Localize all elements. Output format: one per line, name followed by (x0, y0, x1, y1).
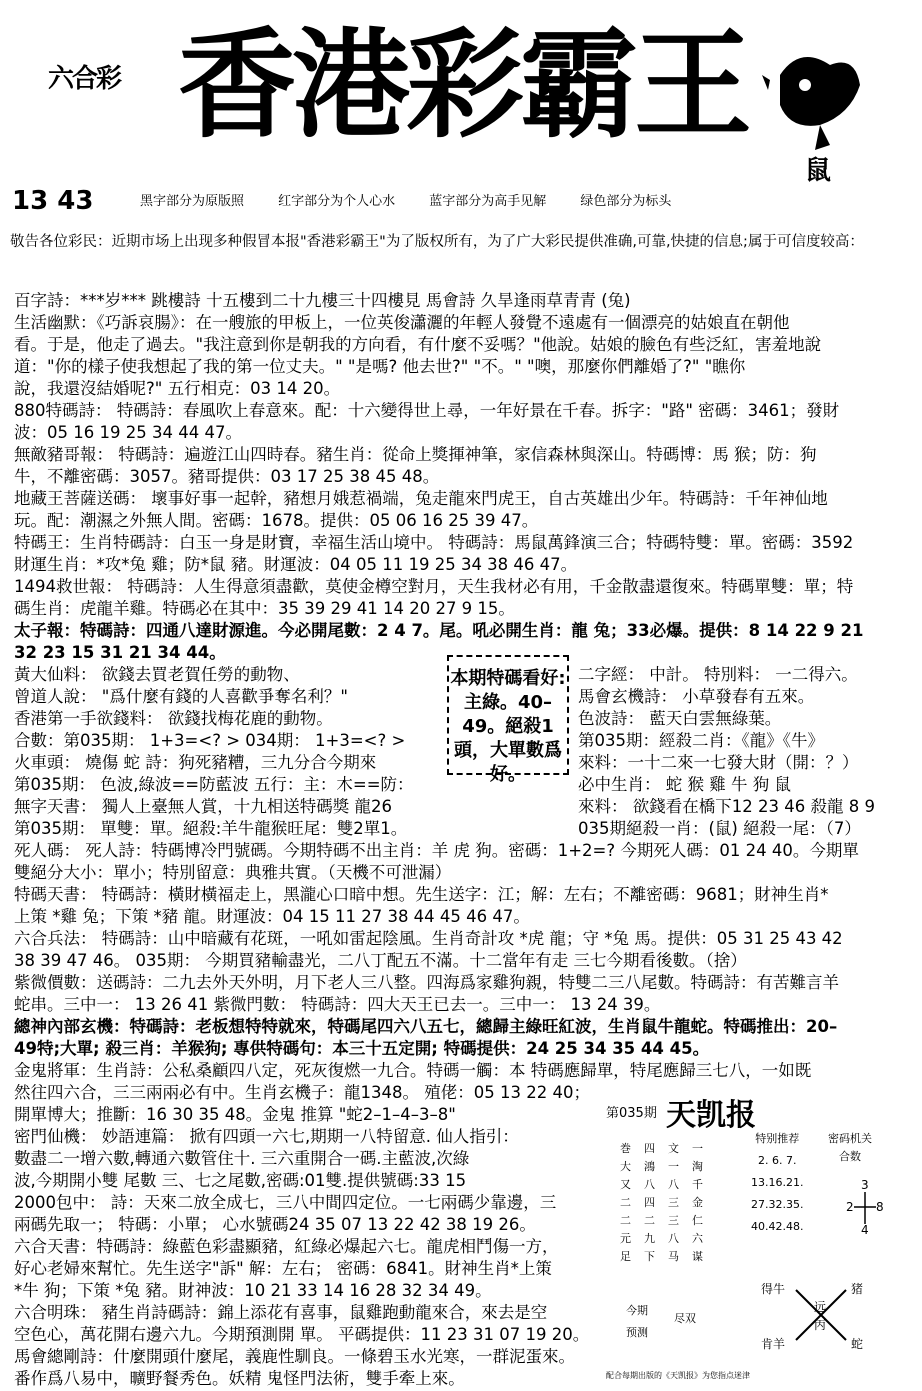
text-line: 波,今期開小雙 尾數 三、七之尾數,密碼:01雙.提供號碼:33 15 (14, 1171, 467, 1190)
featured-box: 本期特碼看好:主綠。40–49。絕殺1頭，大單數爲好。 (447, 655, 569, 775)
text-line: 數盡二一增六數,轉通六數管住十. 三六重開合一碼.主藍波,次綠 (14, 1149, 470, 1168)
issue-number: 13 43 (12, 186, 94, 216)
tkb-char: 二 (620, 1214, 631, 1227)
text-line: 死人碼： 死人詩：特碼博冷門號碼。今期特碼不出主肖：羊 虎 狗。密碼：1+2=? 今期死人碼：01 24 40。今期單 (14, 841, 859, 860)
text-block-1 (14, 290, 863, 664)
tkb-char: 元 (620, 1232, 631, 1245)
tkb-char: 又 (620, 1178, 631, 1191)
mascot-label: 鼠 (805, 156, 832, 186)
tkb-cross-label: 肯羊 (761, 1337, 786, 1351)
text-line: 紫微價數：送碼詩：二九去外天外明，月下老人三八整。四海爲家雞狗親，特雙二三八尾數。特碼詩：有苦難言羊 (14, 973, 839, 992)
tkb-issue: 第035期 (606, 1106, 657, 1121)
tkb-code-header: 密码机关 (828, 1132, 872, 1145)
text-line: 合數：第035期： 1+3=<? > 034期： 1+3=<? > (14, 731, 406, 750)
text-line: 上策 *雞 兔；下策 *豬 龍。財運波：04 15 11 27 38 44 45 46 47。 (14, 907, 530, 926)
tkb-code-number: 8 (876, 1200, 884, 1214)
text-line: 好心老婦來幫忙。先生送字"訴" 解：左右； 密碼：6841。財神生肖*上策 (14, 1259, 552, 1278)
text-line: 開單博大；推斷：16 30 35 48。金鬼 推算 "蛇2–1–4–3–8" (14, 1105, 456, 1124)
tkb-code-number: 4 (861, 1223, 869, 1237)
tkb-char: 六 (692, 1232, 703, 1245)
text-line: 財運生肖：*攻*兔 雞；防*鼠 豬。財運波：04 05 11 19 25 34 38 46 47。 (14, 555, 578, 574)
page-title: 香港彩霸王 (178, 15, 749, 154)
tkb-char: 下 (644, 1250, 655, 1263)
text-line: 碼生肖：虎龍羊雞。特碼必在其中：35 39 29 41 14 20 27 9 15。 (14, 599, 515, 618)
tkb-char: 金 (692, 1196, 703, 1209)
text-line: 32 23 15 31 21 34 44。 (14, 643, 226, 662)
tkb-predict-value: 尽双 (674, 1312, 696, 1325)
text-line: 38 39 47 46。 035期： 今期買豬輸盡光，二八丁配五不滿。十二當年有走 三七今期看後數。（捨） (14, 951, 747, 970)
text-line: 看。于是，他走了過去。"我注意到你是朝我的方向看，有什麼不妥嗎？"他說。姑娘的臉色有些泛紅，害羞地說 (14, 335, 822, 354)
tkb-char: 鴻 (644, 1160, 655, 1173)
text-line: 特碼王：生肖特碼詩：白玉一身是財寶，幸福生活山境中。 特碼詩：馬鼠萬鋒演三合；特碼特雙：單。密碼：3592 (14, 533, 854, 552)
tkb-cross-label: 得牛 (761, 1282, 786, 1296)
plus-cross-icon (846, 1178, 886, 1238)
tkb-special-value: 13.16.21. (751, 1176, 804, 1189)
text-line: 兩碼先取一； 特碼：小單； 心水號碼24 35 07 13 22 42 38 19 26。 (14, 1215, 536, 1234)
tkb-code-cross (846, 1178, 886, 1248)
text-line: 880特碼詩： 特碼詩：春風吹上春意來。配：十六變得世上尋，一年好景在千春。拆字："路" 密碼：3461；發財 (14, 401, 840, 420)
text-line: 1494救世報： 特碼詩：人生得意須盡歡，莫使金樽空對月，天生我材必有用，千金散盡還復來。特碼單雙：單；特 (14, 577, 854, 596)
text-line: 道："你的樣子使我想起了我的第一位丈夫。" "是嗎? 他去世?" "不。" "噢，那麼你們離婚了?" "瞧你 (14, 357, 746, 376)
tkb-footer: 配合每期出版的《天凯报》为您指点迷津 (606, 1371, 750, 1380)
text-line: 來料： 欲錢看在橋下12 23 46 殺龍 8 9 (578, 797, 875, 816)
text-line: 二字經： 中計。 特別料： 一二得六。 (578, 665, 858, 684)
text-line: 空色心，萬花開右邊六九。今期預測開 單。 平碼提供：11 23 31 07 19 20。 (14, 1325, 590, 1344)
left-column (14, 664, 414, 840)
text-line: 金鬼將軍：生肖詩：公私桑顧四八定，死灰復燃一九合。特碼一觸：本 特碼應歸單，特尾應歸三七八，一如既 (14, 1061, 812, 1080)
tkb-char: 二 (620, 1196, 631, 1209)
tkb-special-value: 27.32.35. (751, 1198, 804, 1211)
tkb-char: 四 (644, 1196, 655, 1209)
text-block-2 (14, 840, 859, 1060)
text-line: 百字詩：***岁*** 跳樓詩 十五樓到二十九樓三十四樓見 馬會詩 久旱逢雨草青青 (兔) (14, 291, 631, 310)
tkb-title: 天凯报 (666, 1098, 756, 1133)
text-line: 黃大仙料： 欲錢去買老賀任勞的動物、 (14, 665, 300, 684)
tkb-predict (626, 1302, 648, 1342)
tkb-char: 一 (668, 1160, 679, 1173)
text-line: 馬會總剛詩：什麼開頭什麼尾，義鹿性馴良。一條碧玉水光寒，一群泥蛋來。 (14, 1347, 575, 1366)
text-line: 第035期：經殺二肖：《龍》《牛》 (578, 731, 824, 750)
text-line: 2000包中： 詩：天來二放全成七，三八中間四定位。一七兩碼少靠邊，三 (14, 1193, 557, 1212)
tkb-code-number: 3 (861, 1178, 869, 1192)
tkb-cross-label: 蛇 (851, 1337, 864, 1351)
text-line: 無敵豬哥報： 特碼詩：遍遊江山四時春。豬生肖：從命上獎揮神筆，家信森林與深山。特碼博：馬 猴；防：狗 (14, 445, 817, 464)
tkb-code (828, 1130, 872, 1166)
tkb-predict-label: 今期 (626, 1304, 648, 1317)
tkb-predict-label: 预测 (626, 1326, 648, 1339)
tkb-char: 二 (644, 1214, 655, 1227)
tkb-char: 八 (668, 1178, 679, 1191)
tkb-char: 四 (644, 1142, 655, 1155)
notice-text: 敬告各位彩民：近期市场上出现多种假冒本报"香港彩霸王"为了版权所有，为了广大彩民提供准确,可靠,快捷的信息;属于可信度较高： (10, 234, 864, 250)
tkb-char: 大 (620, 1160, 631, 1173)
text-line: 035期絕殺一肖：(鼠) 絕殺一尾：（7） (578, 819, 861, 838)
text-line: 六合天書：特碼詩：綠藍色彩盡顯豬，紅綠必爆起六七。龍虎相鬥傷一方， (14, 1237, 559, 1256)
text-line: 雙絕分大小：單小；特別留意：典雅共實。（天機不可泄漏） (14, 863, 452, 882)
text-line: 無字天書： 獨人上臺無人賞，十九相送特碼獎 龍26 (14, 797, 392, 816)
tkb-col-b (644, 1140, 655, 1266)
tkb-char: 九 (644, 1232, 655, 1245)
text-line: 蛇串。三中一： 13 26 41 紫微門數： 特碼詩：四大天王已去一。三中一： 13 24 39。 (14, 995, 661, 1014)
text-line: 第035期： 單雙：單。絕殺:羊牛龍猴旺尾：雙2單1。 (14, 819, 408, 838)
tkb-cross-label: 远 (814, 1300, 827, 1314)
text-line: 六合兵法： 特碼詩：山中暗藏有花斑，一吼如雷起陰風。生肖奇計攻 *虎 龍；守 *兔 馬。提供：05 31 25 43 42 (14, 929, 843, 948)
text-line: 地藏王菩薩送碼： 壞事好事一起幹，豬想月娥惹禍端，兔走龍來門虎王，自古英雄出少年。特碼詩：千年神仙地 (14, 489, 828, 508)
tkb-col-a (620, 1140, 631, 1266)
tkb-special-value: 2. 6. 7. (758, 1154, 797, 1167)
tkb-col-d (692, 1140, 703, 1266)
text-line: 密門仙機： 妙語連篇： 掀有四頭一六七,期期一八特留意. 仙人指引： (14, 1127, 519, 1146)
text-line: 波：05 16 19 25 34 44 47。 (14, 423, 242, 442)
text-line: 番作爲八易中，曠野餐秀色。妖精 鬼怪門法術，雙手牽上來。 (14, 1369, 465, 1388)
tkb-char: 仁 (692, 1214, 703, 1227)
text-line: 牛，不離密碼：3057。豬哥提供：03 17 25 38 45 48。 (14, 467, 440, 486)
tkb-x-cross (761, 1280, 871, 1350)
tkb-col-c (668, 1140, 679, 1266)
text-line: 玩。配：潮濕之外無人間。密碼：1678。提供：05 06 16 25 39 47。 (14, 511, 539, 530)
tkb-char: 八 (644, 1178, 655, 1191)
tkb-cross-label: 猪 (851, 1282, 864, 1296)
tkb-cross-label: 丙 (814, 1318, 827, 1332)
text-line: 來料：一十二來一七發大財（開：？） (578, 753, 859, 772)
color-legend: 黑字部分为原版照 红字部分为个人心水 蓝字部分为高手见解 绿色部分为标头 (140, 194, 672, 209)
tkb-special-header: 特别推荐 (755, 1132, 800, 1145)
text-line: 然往四六合，三三兩兩必有中。生肖玄機子：龍1348。 殖佬：05 13 22 40； (14, 1083, 590, 1102)
text-line: 色波詩： 藍天白雲無綠葉。 (578, 709, 782, 728)
text-line: 必中生肖： 蛇 猴 雞 牛 狗 鼠 (578, 775, 791, 794)
tkb-special-value: 40.42.48. (751, 1220, 804, 1233)
text-line: *牛 狗；下策 *兔 豬。財神波：10 21 33 14 16 28 32 34 49。 (14, 1281, 492, 1300)
tiankuibao-panel (606, 1090, 906, 1365)
text-line: 說，我還沒結婚呢?" 五行相克：03 14 20。 (14, 379, 341, 398)
text-line: 火車頭： 燒傷 蛇 詩：狗死豬糟，三九分合今期來 (14, 753, 377, 772)
tkb-char: 一 (692, 1142, 703, 1155)
tkb-char: 八 (668, 1232, 679, 1245)
tkb-char: 淘 (692, 1160, 703, 1173)
text-line: 香港第一手欲錢料： 欲錢找梅花鹿的動物。 (14, 709, 333, 728)
tkb-code-number: 2 (846, 1200, 854, 1214)
tkb-char: 谋 (692, 1250, 703, 1263)
tkb-special (751, 1130, 803, 1236)
text-line: 第035期： 色波,綠波==防藍波 五行：主：木==防： (14, 775, 414, 794)
right-column (578, 664, 875, 840)
text-line: 特碼天書： 特碼詩：橫財橫福走上，黑瀧心口暗中想。先生送字：江；解：左右；不離密碼：9681；財神生肖* (14, 885, 829, 904)
tkb-char: 马 (668, 1250, 679, 1263)
logo-small: 六合彩 (48, 64, 121, 94)
tkb-char: 三 (668, 1196, 679, 1209)
text-line: 曾道人說： "爲什麼有錢的人喜歡爭奪名利？" (14, 687, 348, 706)
text-line: 生活幽默：《巧訴哀腸》：在一艘旅的甲板上，一位英俊瀟灑的年輕人發覺不遠處有一個漂亮的姑娘直在朝他 (14, 313, 790, 332)
tkb-char: 足 (620, 1250, 631, 1263)
text-line: 六合明珠： 豬生肖詩碼詩：錦上添花有喜事，鼠雞跑動龍來合，來去是空 (14, 1303, 548, 1322)
text-line: 總神內部玄機：特碼詩：老板想特特就來，特碼尾四六八五七，總歸主綠旺紅波，生肖鼠牛龍蛇。特碼推出：20– (14, 1017, 838, 1036)
text-line: 馬會玄機詩： 小草發春有五來。 (578, 687, 815, 706)
text-line: 49特;大單; 殺三肖：羊猴狗; 專供特碼句：本三十五定開; 特碼提供：24 25 34 35 44 45。 (14, 1039, 710, 1058)
tkb-code-sub: 合数 (839, 1150, 861, 1163)
text-line: 太子報：特碼詩：四通八達財源進。今必開尾數：2 4 7。尾。吼必開生肖：龍 兔；33必爆。提供：8 14 22 9 21 (14, 621, 864, 640)
tkb-char: 巻 (620, 1142, 631, 1155)
tkb-char: 文 (668, 1142, 679, 1155)
tkb-char: 千 (692, 1178, 703, 1191)
tkb-char: 三 (668, 1214, 679, 1227)
